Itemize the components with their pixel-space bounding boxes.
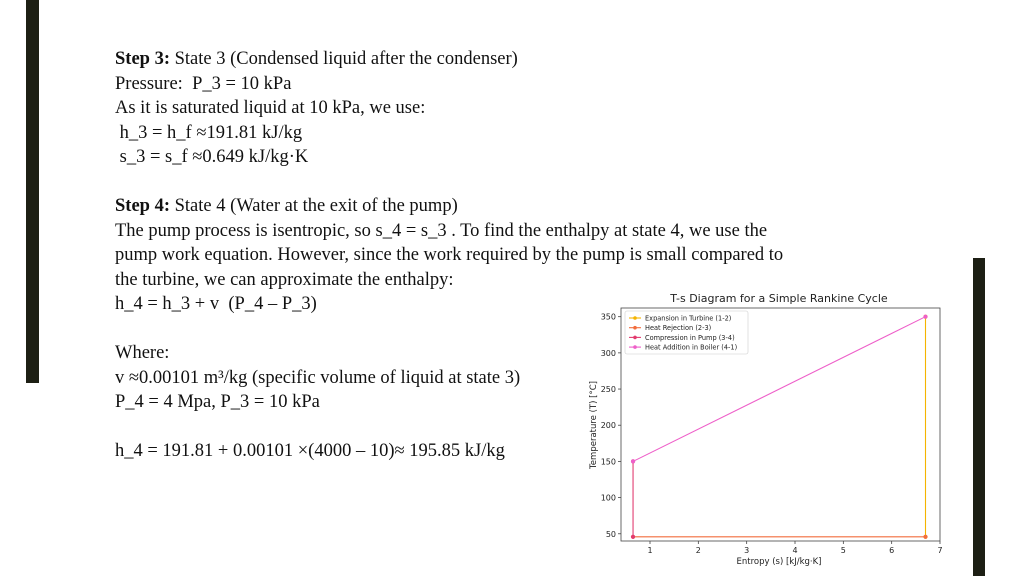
step3-heading: Step 3: [115,49,170,69]
x-tick-label: 5 [840,546,846,555]
y-tick-label: 200 [600,421,616,431]
result-line: h_4 = 191.81 + 0.00101 ×(4000 – 10)≈ 195.85 kJ/kg [115,441,505,461]
chart-xlabel: Entropy (s) [kJ/kg·K] [736,557,822,567]
where-label: Where: [115,343,170,363]
y-tick-label: 350 [600,312,616,322]
data-point [923,315,927,319]
y-tick-label: 100 [600,493,616,503]
chart-title: T-s Diagram for a Simple Rankine Cycle [670,292,888,305]
y-tick-label: 300 [600,348,616,358]
right-accent-bar [973,258,985,576]
x-tick-label: 4 [792,546,798,555]
y-tick-label: 250 [600,385,616,395]
legend-label: Heat Rejection (2-3) [645,324,712,333]
step4-line: the turbine, we can approximate the enthalpy: [115,269,454,290]
spacer [115,170,855,195]
y-tick-label: 50 [605,529,616,539]
step4-line: The pump process is isentropic, so s_4 = s_3 . To find the enthalpy at state 4, we use the [115,220,768,241]
data-point [923,535,927,539]
legend-label: Expansion in Turbine (1-2) [645,314,732,323]
legend-marker [633,345,637,349]
legend-marker [633,336,637,340]
x-tick-label: 6 [889,546,895,555]
step4-heading-rest: State 4 (Water at the exit of the pump) [170,196,458,216]
step4-heading-line [115,194,855,219]
step3-heading-rest: State 3 (Condensed liquid after the condenser) [170,49,518,69]
where-line: v ≈0.00101 m³/kg (specific volume of liquid at state 3) [115,367,521,388]
step4-line: h_4 = h_3 + v (P_4 – P_3) [115,294,317,314]
step3-line: Pressure: P_3 = 10 kPa [115,73,292,94]
legend-label: Heat Addition in Boiler (4-1) [645,343,738,352]
legend-label: Compression in Pump (3-4) [645,333,735,342]
where-line: P_4 = 4 Mpa, P_3 = 10 kPa [115,392,320,412]
step3-line: s_3 = s_f ≈0.649 kJ/kg·K [115,147,309,167]
step4-line: pump work equation. However, since the work required by the pump is small compared to [115,245,784,265]
step4-heading: Step 4: [115,196,170,216]
x-tick-label: 2 [695,546,701,555]
left-accent-bar [26,0,39,383]
step3-line: As it is saturated liquid at 10 kPa, we use: [115,98,426,118]
legend-marker [633,326,637,330]
chart-ylabel: Temperature (T) [°C] [589,381,599,469]
x-tick-label: 1 [647,546,653,555]
data-point [631,535,635,539]
y-tick-label: 150 [600,457,616,467]
x-tick-label: 7 [937,546,943,555]
step3-heading-line [115,47,855,72]
data-point [631,459,635,463]
x-tick-label: 3 [744,546,750,555]
legend [625,311,748,354]
legend-marker [633,316,637,320]
ts-diagram-chart [584,288,954,576]
step3-line: h_3 = h_f ≈191.81 kJ/kg [115,122,303,143]
